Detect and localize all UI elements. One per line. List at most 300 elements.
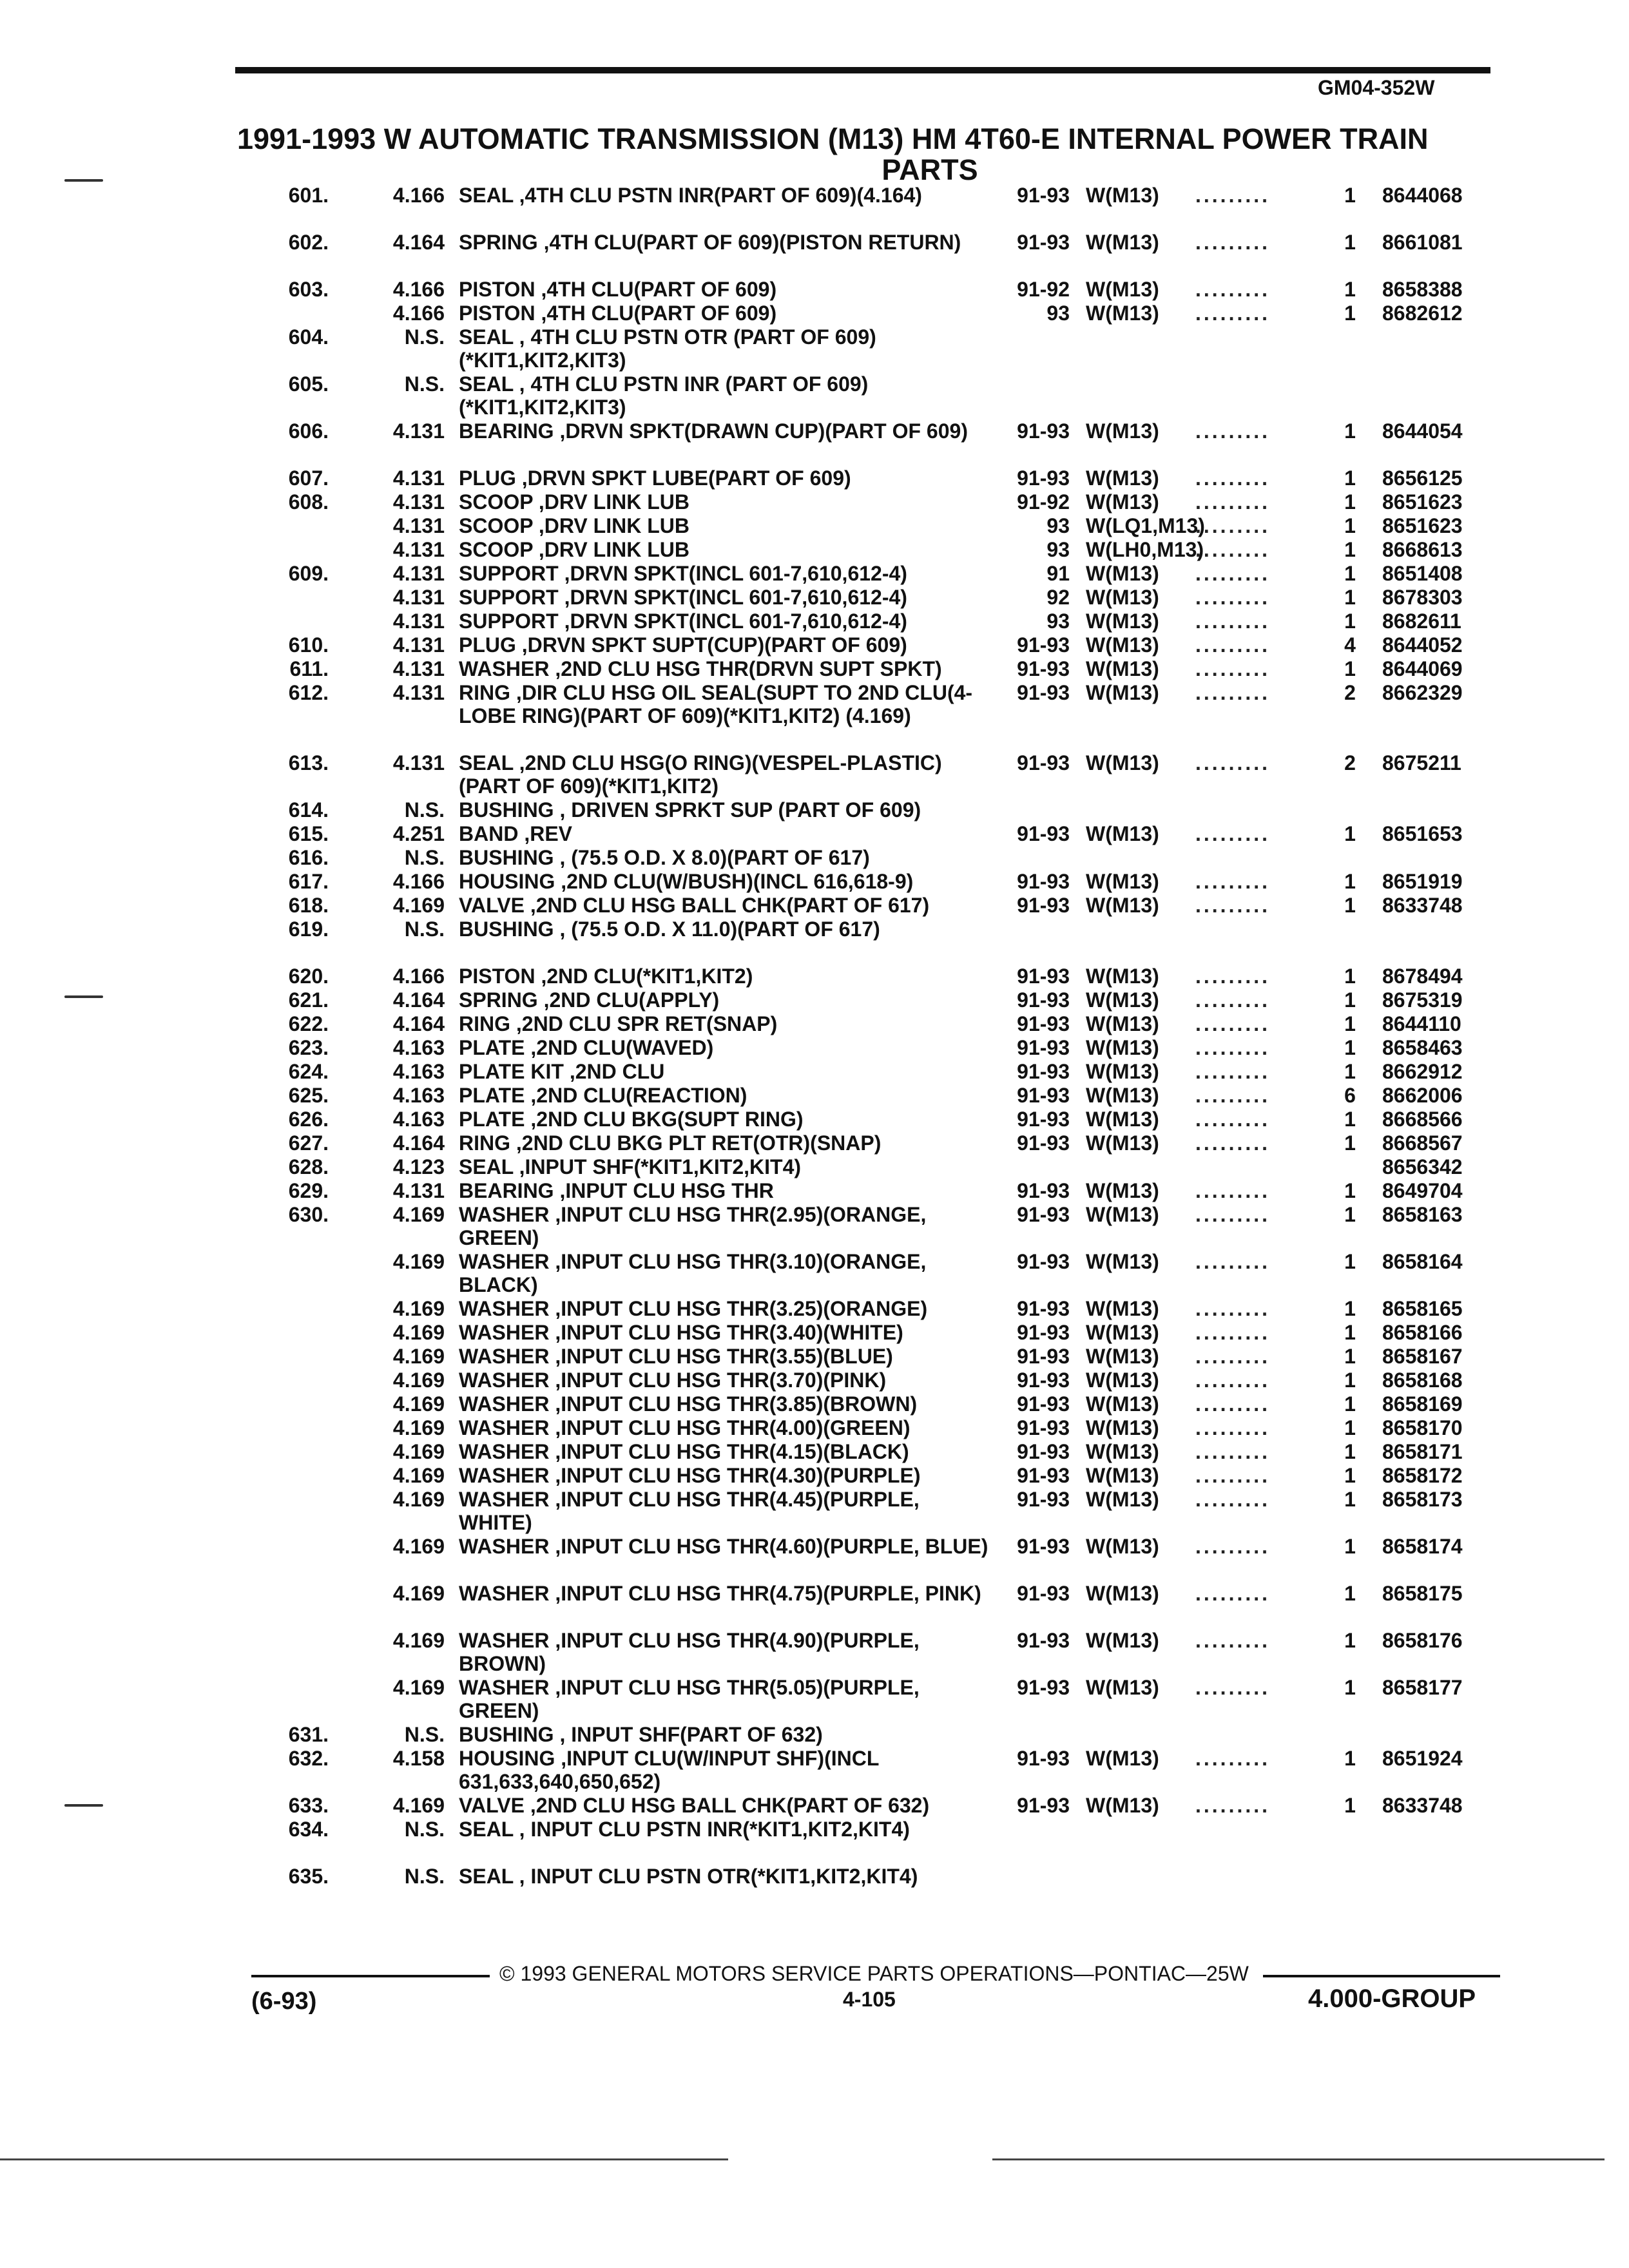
leader-dots: ......... — [1195, 1629, 1271, 1652]
part-description: SUPPORT ,DRVN SPKT(INCL 601-7,610,612-4) — [459, 586, 907, 609]
model-code: W(M13) — [1086, 231, 1159, 254]
model-years: 91-93 — [1017, 1108, 1070, 1131]
quantity: 1 — [1344, 1535, 1356, 1558]
table-row — [0, 325, 1629, 372]
leader-dots: ......... — [1195, 1369, 1271, 1392]
quantity: 1 — [1344, 562, 1356, 585]
leader-dots: ......... — [1195, 822, 1271, 845]
part-number: 8658168 — [1382, 1369, 1463, 1392]
leader-dots: ......... — [1195, 657, 1271, 680]
part-description: WASHER ,INPUT CLU HSG THR(3.70)(PINK) — [459, 1369, 887, 1392]
illustration-ref: 4.169 — [392, 1440, 445, 1463]
illustration-ref: 4.164 — [392, 1131, 445, 1155]
part-number: 8656125 — [1382, 466, 1463, 490]
item-number: 628. — [288, 1155, 329, 1178]
title-line-1: 1991-1993 W AUTOMATIC TRANSMISSION (M13) HM 4T60-E INTERNAL POWER TRAIN — [237, 122, 1429, 155]
part-number: 8649704 — [1382, 1179, 1463, 1202]
part-number: 8651653 — [1382, 822, 1463, 845]
quantity: 1 — [1344, 657, 1356, 680]
illustration-ref: 4.169 — [392, 1250, 445, 1273]
quantity: 1 — [1344, 1321, 1356, 1344]
illustration-ref: 4.166 — [392, 184, 445, 207]
leader-dots: ......... — [1195, 514, 1271, 537]
illustration-ref: 4.131 — [392, 466, 445, 490]
model-code: W(M13) — [1086, 1084, 1159, 1107]
part-description: PLUG ,DRVN SPKT SUPT(CUP)(PART OF 609) — [459, 633, 907, 657]
model-code: W(M13) — [1086, 822, 1159, 845]
part-number: 8675319 — [1382, 988, 1463, 1012]
model-code: W(M13) — [1086, 894, 1159, 917]
illustration-ref: 4.166 — [392, 965, 445, 988]
item-number: 630. — [288, 1203, 329, 1226]
table-row — [0, 965, 1629, 988]
model-code: W(M13) — [1086, 1535, 1159, 1558]
part-description: VALVE ,2ND CLU HSG BALL CHK(PART OF 617) — [459, 894, 930, 917]
quantity: 1 — [1344, 302, 1356, 325]
part-number: 8633748 — [1382, 1794, 1463, 1817]
model-years: 91-93 — [1017, 633, 1070, 657]
model-years: 91-93 — [1017, 894, 1070, 917]
part-number: 8658170 — [1382, 1416, 1463, 1439]
model-code: W(M13) — [1086, 466, 1159, 490]
model-years: 91-93 — [1017, 1203, 1070, 1226]
model-code: W(LQ1,M13) — [1086, 514, 1205, 537]
part-description: BUSHING , DRIVEN SPRKT SUP (PART OF 609) — [459, 798, 921, 822]
illustration-ref: N.S. — [404, 372, 445, 396]
leader-dots: ......... — [1195, 1676, 1271, 1699]
quantity: 1 — [1344, 419, 1356, 443]
quantity: 1 — [1344, 1629, 1356, 1652]
part-number: 8658173 — [1382, 1488, 1463, 1511]
part-description: BUSHING , (75.5 O.D. X 8.0)(PART OF 617) — [459, 846, 870, 869]
model-code: W(M13) — [1086, 1416, 1159, 1439]
leader-dots: ......... — [1195, 490, 1271, 514]
part-description: WASHER ,INPUT CLU HSG THR(4.60)(PURPLE, BLUE) — [459, 1535, 988, 1558]
title-line-2: PARTS — [882, 153, 978, 186]
model-code: W(M13) — [1086, 1321, 1159, 1344]
part-number: 8651924 — [1382, 1747, 1463, 1770]
footer-copyright: © 1993 GENERAL MOTORS SERVICE PARTS OPERATIONS—PONTIAC—25W — [499, 1962, 1249, 1985]
part-number: 8658169 — [1382, 1392, 1463, 1416]
table-row — [0, 419, 1629, 466]
table-row — [0, 184, 1629, 231]
table-row — [0, 1297, 1629, 1321]
table-row — [0, 1369, 1629, 1392]
model-years: 91-93 — [1017, 1629, 1070, 1652]
illustration-ref: N.S. — [404, 325, 445, 349]
quantity: 1 — [1344, 514, 1356, 537]
part-description: WASHER ,INPUT CLU HSG THR(4.15)(BLACK) — [459, 1440, 909, 1463]
table-row — [0, 1676, 1629, 1723]
part-number: 8658177 — [1382, 1676, 1463, 1699]
model-code: W(M13) — [1086, 1582, 1159, 1605]
quantity: 1 — [1344, 870, 1356, 893]
part-description: SUPPORT ,DRVN SPKT(INCL 601-7,610,612-4) — [459, 610, 907, 633]
part-description: PISTON ,2ND CLU(*KIT1,KIT2) — [459, 965, 753, 988]
table-row — [0, 822, 1629, 846]
table-row — [0, 1203, 1629, 1250]
leader-dots: ......... — [1195, 466, 1271, 490]
leader-dots: ......... — [1195, 1060, 1271, 1083]
table-row — [0, 302, 1629, 325]
table-row — [0, 1865, 1629, 1912]
model-years: 91-93 — [1017, 231, 1070, 254]
part-description: SPRING ,4TH CLU(PART OF 609)(PISTON RETURN) — [459, 231, 961, 254]
table-row — [0, 231, 1629, 278]
model-years: 91-93 — [1017, 1464, 1070, 1487]
footer-page-number: 4-105 — [843, 1988, 896, 2011]
parts-table — [0, 184, 1629, 1912]
quantity: 1 — [1344, 1012, 1356, 1035]
quantity: 6 — [1344, 1084, 1356, 1107]
item-number: 627. — [288, 1131, 329, 1155]
quantity: 1 — [1344, 1203, 1356, 1226]
leader-dots: ......... — [1195, 419, 1271, 443]
part-number: 8658171 — [1382, 1440, 1463, 1463]
footer-date: (6-93) — [251, 1988, 317, 2015]
model-code: W(M13) — [1086, 1131, 1159, 1155]
model-years: 91-93 — [1017, 1131, 1070, 1155]
item-number: 631. — [288, 1723, 329, 1746]
leader-dots: ......... — [1195, 1416, 1271, 1439]
leader-dots: ......... — [1195, 1488, 1271, 1511]
illustration-ref: N.S. — [404, 846, 445, 869]
part-number: 8656342 — [1382, 1155, 1463, 1178]
table-row — [0, 278, 1629, 302]
part-description: SEAL ,4TH CLU PSTN INR(PART OF 609)(4.164) — [459, 184, 922, 207]
illustration-ref: N.S. — [404, 1818, 445, 1841]
model-code: W(M13) — [1086, 751, 1159, 774]
leader-dots: ......... — [1195, 1440, 1271, 1463]
leader-dots: ......... — [1195, 562, 1271, 585]
table-row — [0, 610, 1629, 633]
quantity: 1 — [1344, 184, 1356, 207]
leader-dots: ......... — [1195, 1345, 1271, 1368]
model-years: 91-93 — [1017, 1535, 1070, 1558]
quantity: 1 — [1344, 988, 1356, 1012]
quantity: 1 — [1344, 965, 1356, 988]
illustration-ref: 4.169 — [392, 1535, 445, 1558]
illustration-ref: 4.131 — [392, 1179, 445, 1202]
quantity: 2 — [1344, 681, 1356, 704]
model-code: W(M13) — [1086, 610, 1159, 633]
quantity: 1 — [1344, 231, 1356, 254]
model-code: W(M13) — [1086, 302, 1159, 325]
item-number: 603. — [288, 278, 329, 301]
leader-dots: ......... — [1195, 1297, 1271, 1320]
leader-dots: ......... — [1195, 1464, 1271, 1487]
model-code: W(M13) — [1086, 1369, 1159, 1392]
quantity: 1 — [1344, 1108, 1356, 1131]
part-number: 8668567 — [1382, 1131, 1463, 1155]
part-description: SEAL ,INPUT SHF(*KIT1,KIT2,KIT4) — [459, 1155, 802, 1178]
bottom-edge-line — [0, 2158, 728, 2160]
part-description: PISTON ,4TH CLU(PART OF 609) — [459, 278, 777, 301]
table-row — [0, 1060, 1629, 1084]
part-number: 8644054 — [1382, 419, 1463, 443]
part-description: BUSHING , INPUT SHF(PART OF 632) — [459, 1723, 823, 1746]
model-code: W(M13) — [1086, 1012, 1159, 1035]
part-description: SEAL , 4TH CLU PSTN OTR (PART OF 609) (*KIT1,KIT2,KIT3) — [459, 325, 876, 372]
part-description: HOUSING ,2ND CLU(W/BUSH)(INCL 616,618-9) — [459, 870, 914, 893]
model-years: 91-93 — [1017, 822, 1070, 845]
leader-dots: ......... — [1195, 1747, 1271, 1770]
table-row — [0, 1629, 1629, 1676]
illustration-ref: 4.163 — [392, 1108, 445, 1131]
part-description: PLATE ,2ND CLU(REACTION) — [459, 1084, 747, 1107]
model-years: 91-93 — [1017, 965, 1070, 988]
item-number: 601. — [288, 184, 329, 207]
quantity: 1 — [1344, 1582, 1356, 1605]
model-years: 91-93 — [1017, 1676, 1070, 1699]
part-number: 8658172 — [1382, 1464, 1463, 1487]
table-row — [0, 1012, 1629, 1036]
illustration-ref: 4.169 — [392, 1297, 445, 1320]
part-number: 8678494 — [1382, 965, 1463, 988]
part-number: 8644052 — [1382, 633, 1463, 657]
table-row — [0, 1488, 1629, 1535]
part-description: BEARING ,INPUT CLU HSG THR — [459, 1179, 774, 1202]
model-years: 91-93 — [1017, 1794, 1070, 1817]
leader-dots: ......... — [1195, 681, 1271, 704]
leader-dots: ......... — [1195, 988, 1271, 1012]
table-row — [0, 1416, 1629, 1440]
part-number: 8668566 — [1382, 1108, 1463, 1131]
item-number: 633. — [288, 1794, 329, 1817]
item-number: 606. — [288, 419, 329, 443]
part-number: 8644110 — [1382, 1012, 1461, 1035]
part-description: RING ,2ND CLU BKG PLT RET(OTR)(SNAP) — [459, 1131, 882, 1155]
item-number: 608. — [288, 490, 329, 514]
illustration-ref: N.S. — [404, 1723, 445, 1746]
illustration-ref: 4.169 — [392, 1392, 445, 1416]
quantity: 1 — [1344, 1369, 1356, 1392]
footer-rule-left — [251, 1975, 490, 1977]
margin-tick — [64, 179, 103, 182]
model-years: 92 — [1046, 586, 1070, 609]
table-row — [0, 681, 1629, 751]
item-number: 614. — [288, 798, 329, 822]
illustration-ref: 4.131 — [392, 490, 445, 514]
part-description: WASHER ,INPUT CLU HSG THR(3.55)(BLUE) — [459, 1345, 893, 1368]
part-number: 8651408 — [1382, 562, 1463, 585]
model-years: 91-93 — [1017, 466, 1070, 490]
leader-dots: ......... — [1195, 894, 1271, 917]
part-number: 8658167 — [1382, 1345, 1463, 1368]
model-years: 91 — [1046, 562, 1070, 585]
table-row — [0, 657, 1629, 681]
model-years: 91-93 — [1017, 1582, 1070, 1605]
illustration-ref: 4.164 — [392, 988, 445, 1012]
item-number: 612. — [288, 681, 329, 704]
quantity: 1 — [1344, 1794, 1356, 1817]
table-row — [0, 1108, 1629, 1131]
table-row — [0, 1131, 1629, 1155]
model-years: 91-93 — [1017, 681, 1070, 704]
item-number: 624. — [288, 1060, 329, 1083]
illustration-ref: 4.163 — [392, 1084, 445, 1107]
quantity: 1 — [1344, 1747, 1356, 1770]
leader-dots: ......... — [1195, 231, 1271, 254]
leader-dots: ......... — [1195, 633, 1271, 657]
illustration-ref: 4.131 — [392, 586, 445, 609]
part-description: SPRING ,2ND CLU(APPLY) — [459, 988, 720, 1012]
model-code: W(M13) — [1086, 1629, 1159, 1652]
leader-dots: ......... — [1195, 1582, 1271, 1605]
part-number: 8658164 — [1382, 1250, 1463, 1273]
item-number: 629. — [288, 1179, 329, 1202]
leader-dots: ......... — [1195, 870, 1271, 893]
part-description: SCOOP ,DRV LINK LUB — [459, 514, 689, 537]
illustration-ref: 4.158 — [392, 1747, 445, 1770]
part-description: WASHER ,INPUT CLU HSG THR(4.75)(PURPLE, PINK) — [459, 1582, 981, 1605]
table-row — [0, 1818, 1629, 1865]
illustration-ref: 4.251 — [392, 822, 445, 845]
model-code: W(M13) — [1086, 1392, 1159, 1416]
illustration-ref: 4.169 — [392, 1794, 445, 1817]
page-title — [237, 124, 1494, 186]
part-description: PLATE KIT ,2ND CLU — [459, 1060, 665, 1083]
model-code: W(M13) — [1086, 1440, 1159, 1463]
illustration-ref: 4.164 — [392, 1012, 445, 1035]
model-code: W(M13) — [1086, 1036, 1159, 1059]
table-row — [0, 1345, 1629, 1369]
part-description: BUSHING , (75.5 O.D. X 11.0)(PART OF 617) — [459, 918, 880, 941]
illustration-ref: 4.169 — [392, 1345, 445, 1368]
bottom-edge-line — [992, 2158, 1605, 2160]
model-code: W(M13) — [1086, 1203, 1159, 1226]
illustration-ref: 4.131 — [392, 751, 445, 774]
illustration-ref: 4.166 — [392, 870, 445, 893]
part-number: 8633748 — [1382, 894, 1463, 917]
illustration-ref: N.S. — [404, 1865, 445, 1888]
part-number: 8662006 — [1382, 1084, 1463, 1107]
table-row — [0, 1794, 1629, 1818]
leader-dots: ......... — [1195, 278, 1271, 301]
part-number: 8644068 — [1382, 184, 1463, 207]
quantity: 1 — [1344, 490, 1356, 514]
part-number: 8644069 — [1382, 657, 1463, 680]
leader-dots: ......... — [1195, 751, 1271, 774]
part-description: WASHER ,INPUT CLU HSG THR(3.10)(ORANGE, BLACK) — [459, 1250, 927, 1296]
quantity: 2 — [1344, 751, 1356, 774]
part-number: 8651623 — [1382, 514, 1463, 537]
model-years: 91-93 — [1017, 1747, 1070, 1770]
illustration-ref: 4.163 — [392, 1036, 445, 1059]
illustration-ref: 4.131 — [392, 538, 445, 561]
table-row — [0, 586, 1629, 610]
table-row — [0, 1582, 1629, 1629]
model-code: W(M13) — [1086, 1060, 1159, 1083]
leader-dots: ......... — [1195, 586, 1271, 609]
model-code: W(M13) — [1086, 1747, 1159, 1770]
illustration-ref: 4.169 — [392, 1629, 445, 1652]
leader-dots: ......... — [1195, 538, 1271, 561]
model-code: W(M13) — [1086, 562, 1159, 585]
model-years: 91-93 — [1017, 1084, 1070, 1107]
leader-dots: ......... — [1195, 1108, 1271, 1131]
model-code: W(M13) — [1086, 586, 1159, 609]
model-years: 91-93 — [1017, 1179, 1070, 1202]
leader-dots: ......... — [1195, 1131, 1271, 1155]
item-number: 607. — [288, 466, 329, 490]
item-number: 635. — [288, 1865, 329, 1888]
table-row — [0, 1535, 1629, 1582]
model-years: 93 — [1046, 302, 1070, 325]
leader-dots: ......... — [1195, 1084, 1271, 1107]
part-number: 8668613 — [1382, 538, 1463, 561]
model-years: 91-93 — [1017, 1036, 1070, 1059]
model-years: 91-93 — [1017, 1012, 1070, 1035]
illustration-ref: 4.169 — [392, 1416, 445, 1439]
table-row — [0, 562, 1629, 586]
model-years: 91-93 — [1017, 1440, 1070, 1463]
quantity: 1 — [1344, 894, 1356, 917]
illustration-ref: N.S. — [404, 798, 445, 822]
model-years: 91-93 — [1017, 1345, 1070, 1368]
part-number: 8658388 — [1382, 278, 1463, 301]
part-number: 8658175 — [1382, 1582, 1463, 1605]
part-number: 8662912 — [1382, 1060, 1463, 1083]
table-row — [0, 846, 1629, 870]
model-years: 91-93 — [1017, 1416, 1070, 1439]
illustration-ref: 4.169 — [392, 1582, 445, 1605]
illustration-ref: 4.131 — [392, 562, 445, 585]
model-code: W(M13) — [1086, 1108, 1159, 1131]
table-row — [0, 1321, 1629, 1345]
model-code: W(LH0,M13) — [1086, 538, 1204, 561]
item-number: 605. — [288, 372, 329, 396]
item-number: 616. — [288, 846, 329, 869]
footer-group: 4.000-GROUP — [1308, 1984, 1476, 2013]
illustration-ref: 4.169 — [392, 1369, 445, 1392]
top-rule — [235, 67, 1490, 73]
item-number: 613. — [288, 751, 329, 774]
item-number: 625. — [288, 1084, 329, 1107]
model-code: W(M13) — [1086, 490, 1159, 514]
part-description: WASHER ,INPUT CLU HSG THR(5.05)(PURPLE, GREEN) — [459, 1676, 920, 1722]
model-code: W(M13) — [1086, 1676, 1159, 1699]
table-row — [0, 918, 1629, 965]
model-years: 91-92 — [1017, 278, 1070, 301]
part-number: 8678303 — [1382, 586, 1463, 609]
quantity: 1 — [1344, 1416, 1356, 1439]
part-number: 8662329 — [1382, 681, 1463, 704]
quantity: 1 — [1344, 1488, 1356, 1511]
quantity: 1 — [1344, 1250, 1356, 1273]
quantity: 1 — [1344, 1440, 1356, 1463]
illustration-ref: 4.169 — [392, 1676, 445, 1699]
model-code: W(M13) — [1086, 633, 1159, 657]
leader-dots: ......... — [1195, 1203, 1271, 1226]
part-number: 8658463 — [1382, 1036, 1463, 1059]
part-number: 8675211 — [1382, 751, 1461, 774]
part-description: WASHER ,INPUT CLU HSG THR(3.40)(WHITE) — [459, 1321, 903, 1344]
illustration-ref: 4.131 — [392, 610, 445, 633]
model-years: 91-93 — [1017, 419, 1070, 443]
part-number: 8651623 — [1382, 490, 1463, 514]
quantity: 1 — [1344, 1179, 1356, 1202]
model-years: 91-93 — [1017, 870, 1070, 893]
leader-dots: ......... — [1195, 1535, 1271, 1558]
part-description: WASHER ,INPUT CLU HSG THR(3.85)(BROWN) — [459, 1392, 918, 1416]
part-description: PLATE ,2ND CLU BKG(SUPT RING) — [459, 1108, 804, 1131]
model-code: W(M13) — [1086, 419, 1159, 443]
quantity: 1 — [1344, 1060, 1356, 1083]
illustration-ref: 4.131 — [392, 657, 445, 680]
item-number: 604. — [288, 325, 329, 349]
illustration-ref: 4.131 — [392, 514, 445, 537]
